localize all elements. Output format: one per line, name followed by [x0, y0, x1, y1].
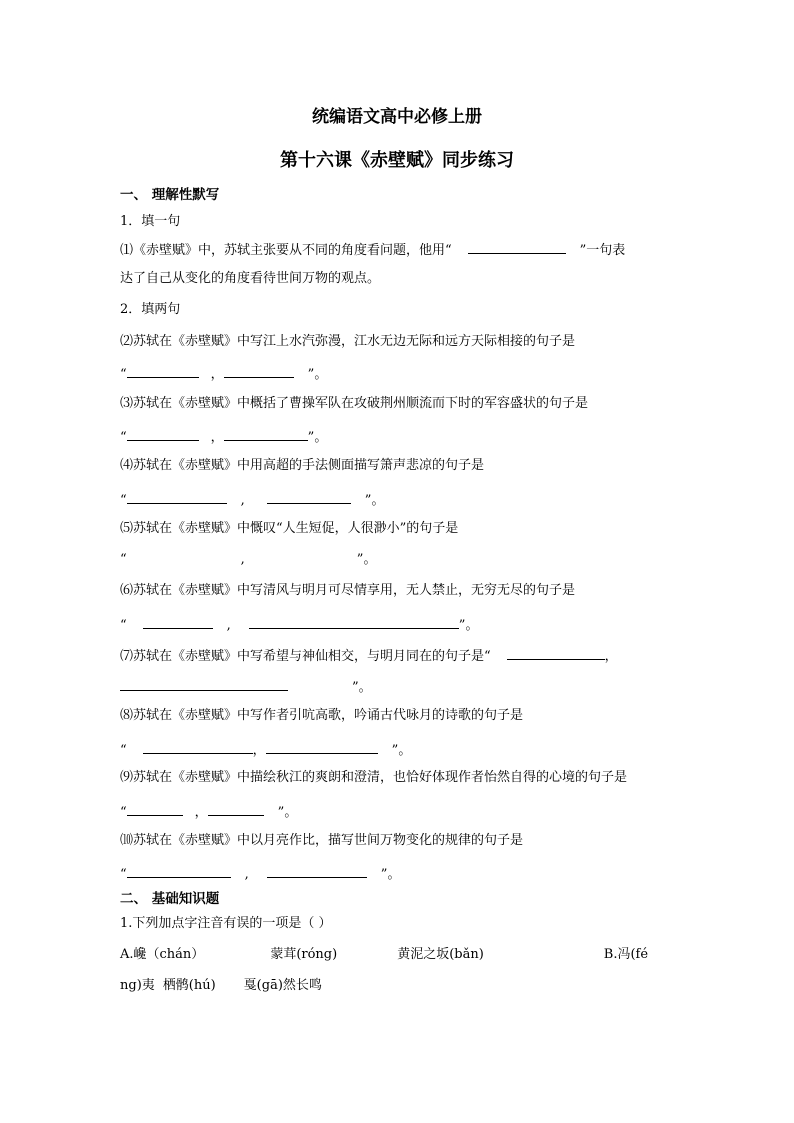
open-quote: “	[120, 618, 127, 633]
question-3: ⑶苏轼在《赤壁赋》中概括了曹操军队在攻破荆州顺流而下时的军容盛状的句子是	[120, 396, 589, 411]
close-quote: ”。	[307, 367, 328, 382]
answer-blank[interactable]	[267, 864, 367, 878]
question-1	[120, 240, 680, 259]
question-1-continued: 达了自己从变化的角度看待世间万物的观点。	[120, 271, 381, 286]
option-b-label: B.冯(fé	[603, 947, 649, 962]
mc-option-a	[120, 947, 680, 963]
answer-blank[interactable]	[507, 646, 605, 660]
option-b-item-3: 戛(gā)然长鸣	[243, 978, 322, 993]
answer-blank[interactable]	[249, 615, 459, 629]
answer-blank[interactable]	[224, 427, 308, 441]
option-b-item-1: ng)夷	[120, 978, 155, 993]
part1-label: 1．填一句	[120, 214, 181, 229]
mc-option-b-continued	[120, 978, 680, 994]
answer-blank[interactable]	[267, 490, 351, 504]
answer-line-10	[120, 864, 680, 883]
open-quote: “	[120, 743, 127, 758]
option-a-item-1: 巉（chán）	[133, 947, 205, 962]
section2-heading: 二、 基础知识题	[120, 891, 220, 907]
answer-blank[interactable]	[127, 490, 227, 504]
document-title: 统编语文高中必修上册	[312, 107, 482, 127]
comma: ，	[252, 743, 266, 758]
answer-blank[interactable]	[208, 802, 264, 816]
answer-line-6	[120, 615, 680, 634]
answer-blank[interactable]	[468, 240, 566, 254]
part2-label: 2．填两句	[120, 302, 181, 317]
question-8: ⑻苏轼在《赤壁赋》中写作者引吭高歌，吟诵古代咏月的诗歌的句子是	[120, 708, 524, 723]
answer-line-4	[120, 490, 680, 509]
open-quote: “	[120, 552, 127, 567]
answer-line-5	[120, 552, 680, 568]
answer-blank[interactable]	[143, 740, 253, 754]
open-quote: “	[120, 493, 127, 508]
answer-blank[interactable]	[143, 615, 213, 629]
answer-line-9	[120, 802, 680, 821]
close-quote: ”。	[356, 552, 377, 567]
close-quote: ”。	[458, 618, 479, 633]
option-a-label: A.	[120, 947, 134, 962]
comma: ,	[240, 552, 245, 567]
question-2: ⑵苏轼在《赤壁赋》中写江上水汽弥漫，江水无边无际和远方天际相接的句子是	[120, 334, 576, 349]
close-quote: ”。	[364, 493, 385, 508]
answer-blank[interactable]	[127, 364, 199, 378]
close-quote: ”。	[380, 867, 401, 882]
answer-blank[interactable]	[127, 864, 231, 878]
close-quote: ”。	[391, 743, 412, 758]
answer-blank[interactable]	[120, 677, 288, 691]
option-b-item-2: 栖鹘(hú)	[162, 978, 216, 993]
comma: ，	[194, 805, 208, 820]
answer-line-7	[120, 677, 680, 696]
comma: ,	[226, 618, 231, 633]
question-7	[120, 646, 680, 665]
open-quote: “	[120, 805, 127, 820]
question-4: ⑷苏轼在《赤壁赋》中用高超的手法侧面描写箫声悲凉的句子是	[120, 458, 485, 473]
comma: ，	[210, 367, 224, 382]
open-quote: “	[120, 867, 127, 882]
question-1-text: ⑴《赤壁赋》中，苏轼主张要从不同的角度看问题，他用“	[120, 243, 452, 258]
answer-blank[interactable]	[127, 802, 183, 816]
close-quote: ”。	[277, 805, 298, 820]
answer-line-3	[120, 427, 680, 446]
question-9: ⑼苏轼在《赤壁赋》中描绘秋江的爽朗和澄清，也恰好体现作者怡然自得的心境的句子是	[120, 770, 628, 785]
answer-blank[interactable]	[127, 427, 199, 441]
question-1-after: ”一句表	[579, 243, 626, 258]
option-a-item-3: 黄泥之坂(bǎn)	[397, 947, 484, 962]
comma: ,	[240, 493, 245, 508]
comma: ,	[244, 867, 249, 882]
answer-blank[interactable]	[224, 364, 294, 378]
close-quote: ”。	[307, 430, 328, 445]
comma: ，	[210, 430, 224, 445]
mc-question-1: 1.下列加点字注音有误的一项是（ ）	[120, 916, 332, 931]
question-10: ⑽苏轼在《赤壁赋》中以月亮作比，描写世间万物变化的规律的句子是	[120, 833, 524, 848]
comma: ，	[604, 649, 618, 664]
open-quote: “	[120, 430, 127, 445]
question-5: ⑸苏轼在《赤壁赋》中慨叹“人生短促，人很渺小”的句子是	[120, 521, 459, 536]
answer-line-2	[120, 364, 680, 383]
question-6: ⑹苏轼在《赤壁赋》中写清风与明月可尽情享用，无人禁止，无穷无尽的句子是	[120, 583, 576, 598]
answer-line-8	[120, 740, 680, 759]
section1-heading: 一、 理解性默写	[120, 187, 220, 203]
question-7-text: ⑺苏轼在《赤壁赋》中写希望与神仙相交，与明月同在的句子是“	[120, 649, 491, 664]
answer-blank[interactable]	[266, 740, 378, 754]
document-subtitle: 第十六课《赤壁赋》同步练习	[280, 150, 514, 171]
option-a-item-2: 蒙茸(róng)	[270, 947, 338, 962]
open-quote: “	[120, 367, 127, 382]
close-quote: ”。	[352, 680, 372, 695]
